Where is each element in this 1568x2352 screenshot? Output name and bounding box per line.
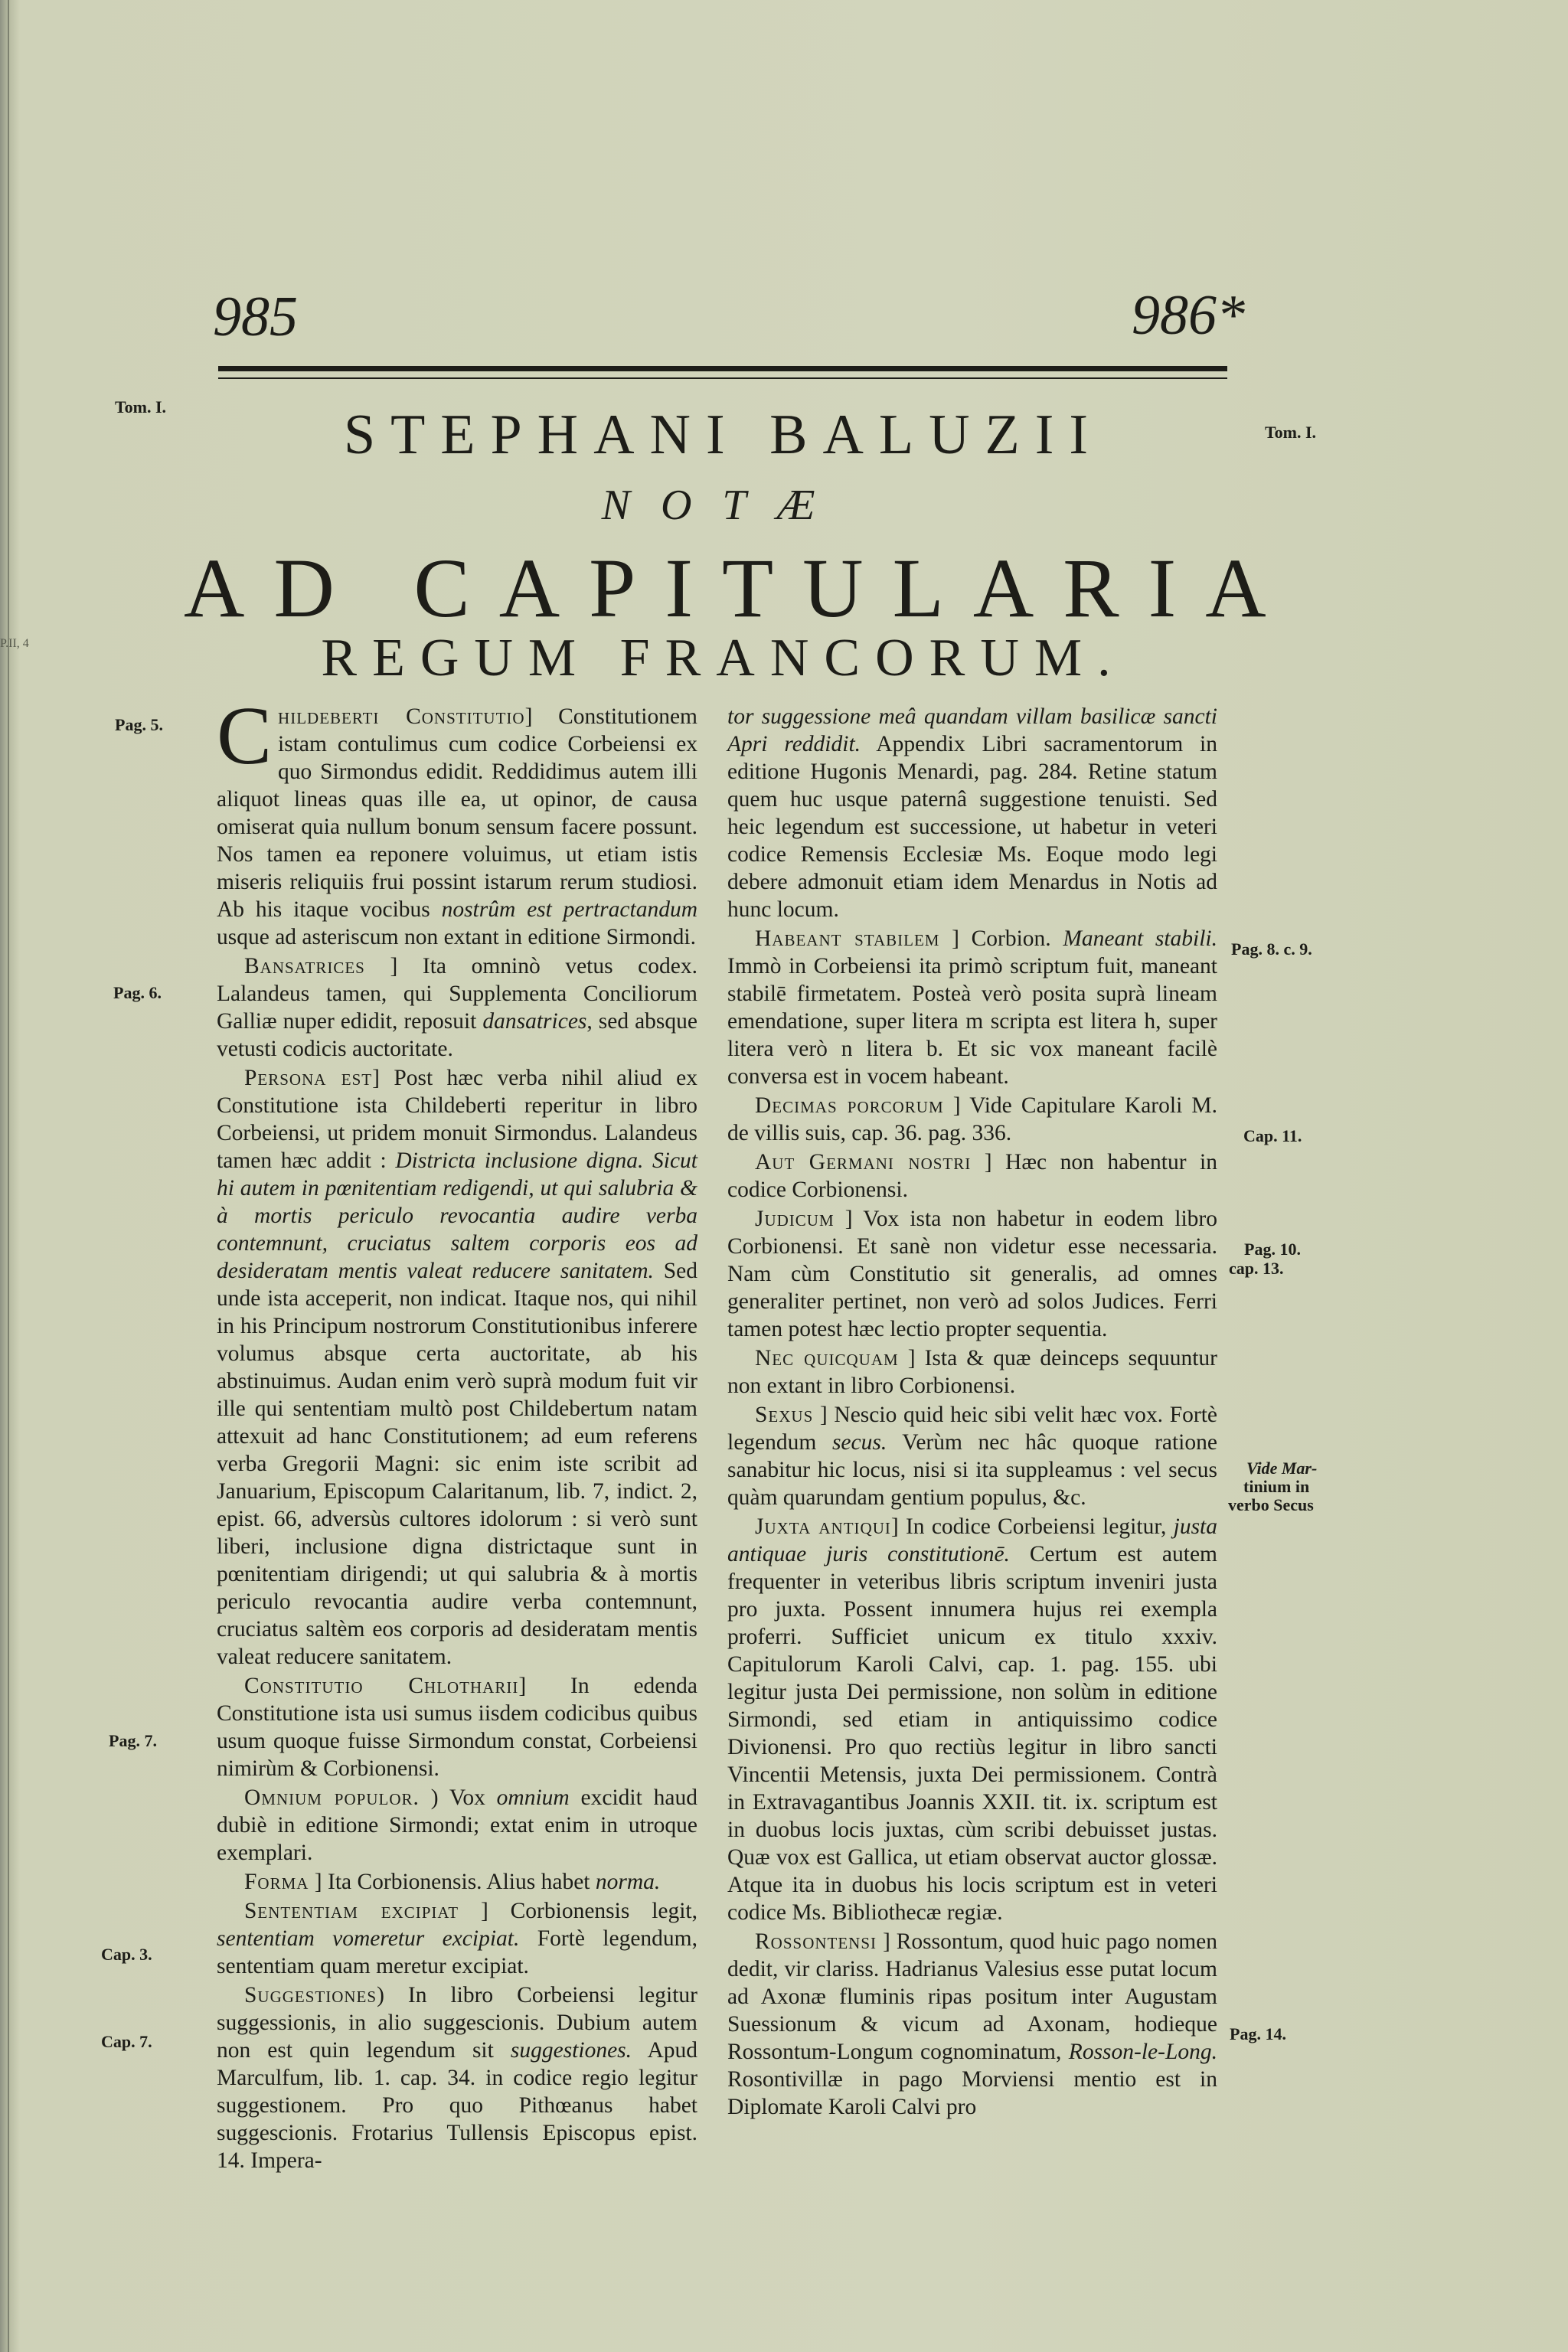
note-text-tail: , sed absque vetusti codicis auctoritate. [217,1009,697,1061]
note-italic: sententiam vomeretur excipiat. [217,1926,520,1951]
note-paragraph [217,1064,697,1671]
note-text-tail: Sed unde ista acceperit, non indicat. Itaque nos, qui nihil in his Principum nostrorum Constitutionibus inferere volumus absque certa auctoritate, ab his abstinuimus. Audan enim verò suprà modum fuit vir ille qui sententiam multò post Childebertum natam attexuit ad hanc Constitutionem; ad eum referens verba Gregorii Magni: sic enim iste scribit ad Januarium, Episcopum Calaritanum, lib. 7, indict. 2, epist. 66, adversùs cultores idolorum : si verò sunt liberi, inclusione digna districtaque sunt in pœnitentiam dirigendi; ut qui salubria & à mortis periculo revocantia audire verba contemnunt, cruciatus saltèm eos corporis ad desideratam mentis valeat reducere sanitatem. [217,1259,697,1669]
header-rule-thick [218,366,1227,371]
lemma: Constitutio Chlotharii [244,1674,519,1698]
note-text-tail: Immò in Corbeiensi ita primò scriptum fuit, maneant stabilē firmetatem. Posteà verò posita suprà lineam emendatione, super litera m scripta est litera h, super litera verò n litera b. Et sic vox maneant facilè conversa est in vocem habeant. [727,954,1217,1089]
left-margin-note: Pag. 7. [109,1731,157,1750]
note-paragraph [217,952,697,1063]
tom-left: Tom. I. [115,397,167,416]
note-paragraph [217,1672,697,1782]
note-paragraph [727,1344,1217,1400]
note-italic: Rosson-le-Long. [1068,2040,1217,2064]
note-text-tail: Appendix Libri sacramentorum in editione Hugonis Menardi, pag. 284. Retine statum quem huc usque paternâ suggestione tenuisti. Sed heic legendum est successione, ut habetur in veteri codice Remensis Ecclesiæ Ms. Eoque modo legi debere admonuit etiam idem Menardus in Notis ad hunc locum. [727,732,1217,922]
note-italic: dansatrices [482,1009,587,1034]
lemma: Sexus [755,1403,814,1427]
note-text: ] Vox ista non habetur in eodem libro Corbionensi. Et sanè non videtur esse necessaria. Nam cùm Constitutio sit generalis, ad omnes generaliter pertinet, non verò ad solos Judices. Ferri tamen potest hæc lectio propter sequentia. [727,1207,1217,1341]
note-text: ] Nescio quid heic sibi velit hæc vox. Fortè legendum [727,1403,1217,1455]
note-text: ] In edenda Constitutione ista usi sumus iisdem codicibus quibus usum quoque fuisse Sirmondum constat, Corbeiensi nimirùm & Corbionensi. [217,1674,697,1781]
note-paragraph [727,1928,1217,2121]
left-margin-note: Pag. 6. [113,983,162,1002]
note-text-tail: excidit haud dubiè in editione Sirmondi; extat enim in utroque exemplari. [217,1785,697,1865]
note-text: ] Hæc non habentur in codice Corbionensi. [727,1150,1217,1202]
lemma: Juxta antiqui [755,1514,891,1539]
right-margin-note: Pag. 8. c. 9. [1231,939,1312,959]
note-italic: suggestiones. [510,2038,632,2063]
tom-right: Tom. I. [1265,423,1317,442]
right-margin-note: Pag. 10. [1244,1240,1301,1259]
right-column [727,703,1217,2122]
lemma: Habeant stabilem [755,926,940,951]
note-paragraph [217,691,697,951]
lemma: Persona est [244,1066,373,1090]
note-text: ] Rossontum, quod huic pago nomen dedit, vir clariss. Hadrianus Valesius esse putat locum ad Axonæ fluminis ripas positum inter Augustam Suessionum & vicum ad Axonam, hodieque Rossontum-Longum cognominatum, [727,1929,1217,2064]
lemma: Bansatrices [244,954,365,978]
lemma: Sententiam excipiat [244,1899,459,1923]
note-paragraph [217,1784,697,1867]
note-text-tail: Apud Marculfum, lib. 1. cap. 34. in codice regio legitur suggestionem. Pro quo Pithœanus habet suggescionis. Frotarius Tullensis Episcopus epist. 14. Impera- [217,2038,697,2173]
title-main: AD CAPITULARIA [184,541,1295,635]
note-paragraph [727,925,1217,1090]
note-text-tail: Certum est autem frequenter in veteribus libris scriptum inveniri justa pro juxta. Possent innumera hujus rei exempla proferri. Sufficiet unicum ex titulo xxxiv. Capitulorum Karoli Calvi, cap. 1. pag. 155. ubi legitur justa Dei permissione, non solùm in editione Sirmondi, sed etiam in antiquissimo codice Divionensi. Pro quo rectiùs legitur in libro sancti Vincentii Metensis, juxta Dei permissionem. Contrà in Extravagantibus Joannis XXII. tit. ix. scriptum est in duobus locis juxtas, cùm scribi debuisset justas. Quæ vox est Gallica, ut etiam observat auctor glossæ. Atque ita in duobus his locis scriptum est in veteri codice Ms. Bibliothecæ regiæ. [727,1542,1217,1925]
note-italic: justa antiquae juris constitutionē. [727,1514,1217,1566]
note-text: ] In codice Corbeiensi legitur, [890,1514,1174,1539]
note-text: ] Constitutionem istam contulimus cum codice Corbeiensi ex quo Sirmondus edidit. Reddidimus autem illi aliquot lineas quas ille ea, ut opinor, de causa omiserat quia nullum bonum sensum facere possunt. Nos tamen ea reponere voluimus, ut etiam istis miseris reliquiis frui possint istarum rerum studiosi. Ab his itaque vocibus [217,704,697,922]
right-margin-note: tinium in [1243,1477,1310,1496]
note-text: ] Ita Corbionensis. Alius habet [309,1870,596,1894]
note-paragraph [727,1205,1217,1343]
note-paragraph [727,1092,1217,1147]
right-margin-note: Cap. 11. [1243,1126,1302,1145]
note-italic: nostrûm est pertractandum [441,897,697,922]
left-column [217,691,697,2176]
lemma: Suggestiones [244,1983,377,2007]
note-text-tail: Rosontivillæ in pago Morviensi mentio est in Diplomate Karoli Calvi pro [727,2067,1217,2119]
note-text-tail: Fortè legendum, sententiam quam meretur excipiat. [217,1926,697,1978]
note-paragraph [727,1148,1217,1204]
lemma: Nec quicquam [755,1346,899,1370]
note-paragraph [727,1401,1217,1511]
note-text: ] Post hæc verba nihil aliud ex Constitutione ista Childeberti reperitur in libro Corbeiensi, ut pridem monuit Sirmondus. Lalandeus tamen hæc addit : [217,1066,697,1173]
note-text: ] Vide Capitulare Karoli M. de villis suis, cap. 36. pag. 336. [727,1093,1217,1145]
note-italic: Districta inclusione digna. Sicut hi autem in pœnitentiam redigendi, ut qui salubria & à mortis periculo revocantia audire verba contemnunt, cruciatus saltem corporis eos ad desideratam mentis valeat reducere sanitatem. [217,1148,697,1283]
page-number-left: 985 [213,286,298,348]
note-text: ) In libro Corbeiensi legitur suggessionis, in alio suggescionis. Dubium autem non est quin legendum sit [217,1983,697,2063]
note-paragraph [217,1981,697,2174]
note-text-tail: Verùm nec hâc quoque ratione sanabitur hic locus, nisi si ita suppleamus : vel secus quàm quarundam gentium populus, &c. [727,1430,1217,1510]
note-italic: omnium [496,1785,570,1810]
note-paragraph [727,703,1217,923]
lemma: Decimas porcorum [755,1093,944,1118]
note-paragraph [217,1897,697,1980]
lemma: hildeberti Constitutio [278,704,525,729]
title-notae: NOTÆ [601,482,846,529]
left-margin-note: Pag. 5. [115,715,163,734]
drop-cap: C [217,691,273,782]
right-margin-note: Vide Mar- [1246,1459,1318,1478]
left-margin-note: Cap. 3. [101,1945,152,1964]
note-italic: secus. [831,1430,887,1455]
note-text: ) Vox [419,1785,497,1810]
note-italic: tor suggessione meâ quandam villam basilicæ sancti Apri reddidit. [727,704,1217,756]
lemma: Judicum [755,1207,835,1231]
left-margin-note: Cap. 7. [101,2032,152,2051]
lemma: Aut Germani nostri [755,1150,972,1174]
right-margin-note: cap. 13. [1229,1259,1284,1278]
page-number-right: 986* [1132,284,1245,347]
right-margin-note: Pag. 14. [1230,2024,1286,2043]
note-italic: norma. [595,1870,661,1894]
note-text: ] Corbionensis legit, [459,1899,697,1923]
lemma: Forma [244,1870,309,1894]
note-text: ] Corbion. [939,926,1063,951]
title-sub: REGUM FRANCORUM. [321,629,1126,688]
note-text-tail: usque ad asteriscum non extant in editione Sirmondi. [217,925,696,949]
note-paragraph [217,1868,697,1896]
note-text: ] Ita omninò vetus codex. Lalandeus tamen, qui Supplementa Conciliorum Galliæ nuper edidit, reposuit [217,954,697,1034]
note-text: ] Ista & quæ deinceps sequuntur non extant in libro Corbionensi. [727,1346,1218,1398]
gutter-mark: P.II, 4 [0,637,29,650]
header-rule-thin [218,377,1227,379]
note-paragraph [727,1513,1217,1926]
right-margin-note: verbo Secus [1228,1495,1314,1514]
lemma: Omnium populor. [244,1785,420,1810]
note-italic: Maneant stabili. [1063,926,1217,951]
title-author: STEPHANI BALUZII [343,403,1104,466]
lemma: Rossontensi [755,1929,877,1954]
gutter-line [8,0,9,2352]
